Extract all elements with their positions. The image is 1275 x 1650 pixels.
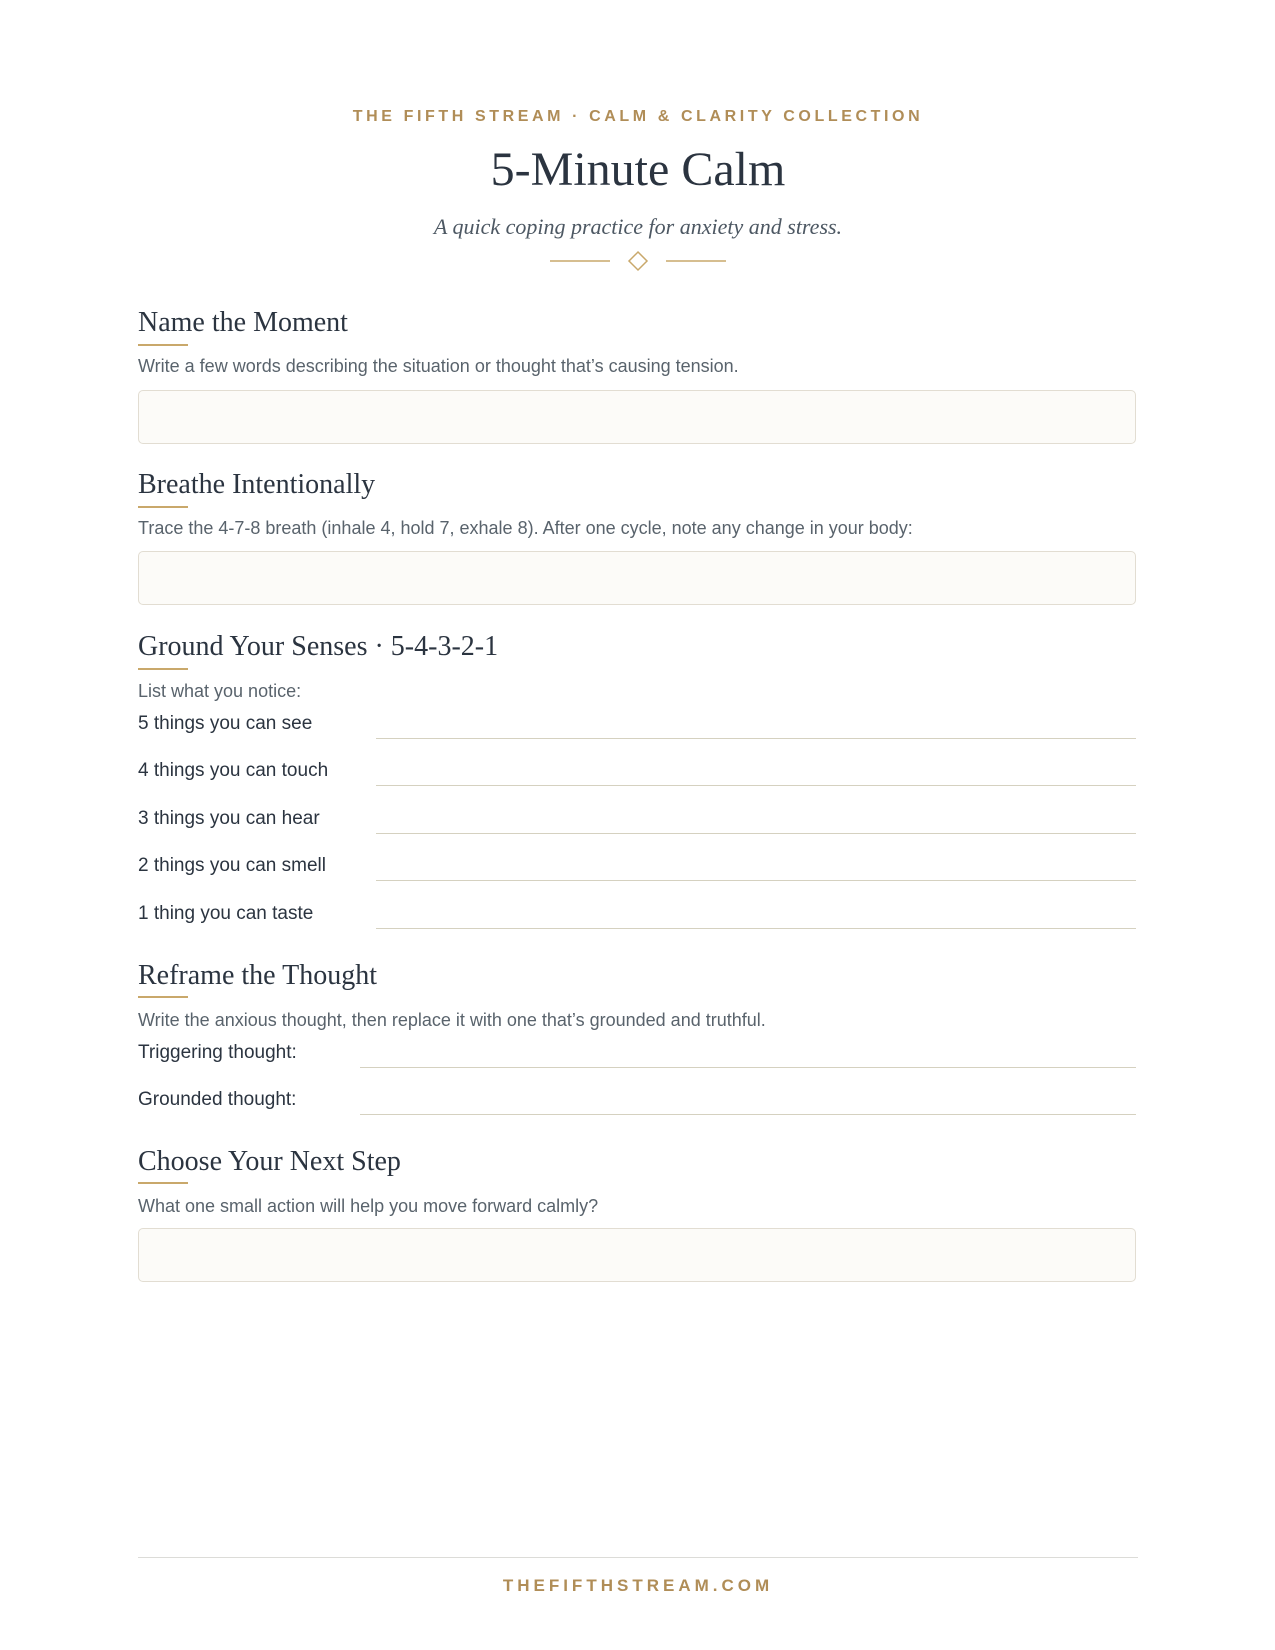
worksheet-page — [138, 0, 1138, 1650]
section-underline — [138, 996, 188, 998]
name-moment-input[interactable] — [138, 390, 1136, 444]
page-title: 5-Minute Calm — [490, 143, 786, 196]
section-description-name-moment: Write a few words describing the situation or thought that’s causing tension. — [138, 356, 739, 376]
sense-label-touch: 4 things you can touch — [138, 760, 329, 781]
sense-line-hear[interactable] — [376, 833, 1136, 834]
section-underline — [138, 344, 188, 346]
diamond-divider-icon — [550, 250, 726, 272]
grounded-thought-line[interactable] — [360, 1114, 1136, 1115]
sense-line-taste[interactable] — [376, 928, 1136, 929]
next-step-input[interactable] — [138, 1228, 1136, 1282]
section-description-next-step: What one small action will help you move forward calmly? — [138, 1196, 599, 1216]
section-title-reframe: Reframe the Thought — [138, 960, 377, 991]
section-description-reframe: Write the anxious thought, then replace it with one that’s grounded and truthful. — [138, 1010, 766, 1030]
sense-label-taste: 1 thing you can taste — [138, 903, 314, 924]
sense-label-smell: 2 things you can smell — [138, 855, 326, 876]
section-title-ground: Ground Your Senses · 5-4-3-2-1 — [138, 631, 499, 662]
section-underline — [138, 668, 188, 670]
sense-line-see[interactable] — [376, 738, 1136, 739]
grounded-thought-label: Grounded thought: — [138, 1089, 297, 1110]
footer-site: THEFIFTHSTREAM.COM — [502, 1576, 774, 1595]
sense-line-smell[interactable] — [376, 880, 1136, 881]
sense-label-hear: 3 things you can hear — [138, 808, 320, 829]
section-title-name-moment: Name the Moment — [138, 307, 348, 338]
section-title-breathe: Breathe Intentionally — [138, 469, 376, 500]
triggering-thought-line[interactable] — [360, 1067, 1136, 1068]
section-description-breathe: Trace the 4-7-8 breath (inhale 4, hold 7, exhale 8). After one cycle, note any change in your body: — [138, 518, 913, 538]
footer-divider — [138, 1557, 1138, 1558]
breathe-input[interactable] — [138, 551, 1136, 605]
sense-line-touch[interactable] — [376, 785, 1136, 786]
section-title-next-step: Choose Your Next Step — [138, 1146, 401, 1177]
section-description-ground: List what you notice: — [138, 681, 302, 701]
sense-label-see: 5 things you can see — [138, 713, 313, 734]
page-subtitle: A quick coping practice for anxiety and stress. — [433, 214, 843, 239]
collection-eyebrow: THE FIFTH STREAM · CALM & CLARITY COLLECTION — [352, 108, 924, 125]
section-underline — [138, 506, 188, 508]
section-underline — [138, 1182, 188, 1184]
triggering-thought-label: Triggering thought: — [138, 1042, 297, 1063]
